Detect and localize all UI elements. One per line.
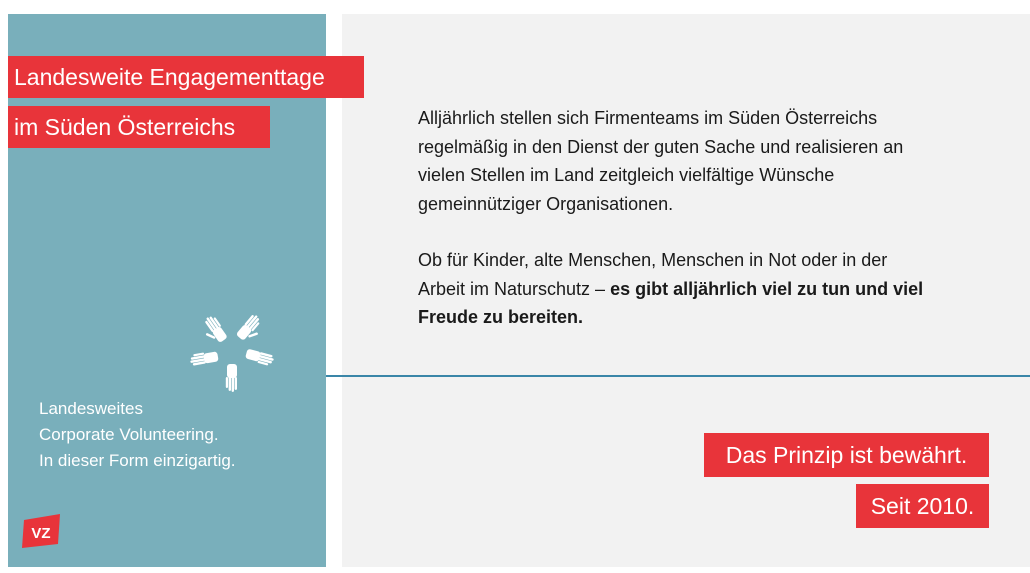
body-text <box>418 104 938 360</box>
vz-logo-text: VZ <box>31 525 51 542</box>
body-paragraph-2-bold: es gibt alljährlich viel zu tun und viel Freude zu bereiten. <box>418 278 924 327</box>
prinzip-badge: Das Prinzip ist bewährt. <box>704 433 989 477</box>
body-paragraph-1: Alljährlich stellen sich Firmenteams im Süden Österreichs regelmäßig in den Dienst der guten Sache und realisieren an vielen Stellen im Land zeitgleich vielfältige Wünsche gemeinnütziger Organisationen. <box>418 108 904 214</box>
title-line-1: Landesweite Engagementtage <box>8 56 364 98</box>
body-paragraph-2-normal: Ob für Kinder, alte Menschen, Menschen in Not oder in der Arbeit im Naturschutz – <box>418 250 888 299</box>
body-paragraph-2 <box>418 246 938 332</box>
left-copy-line-2: Corporate Volunteering. <box>39 425 219 444</box>
vz-logo <box>22 514 62 548</box>
seit-badge: Seit 2010. <box>856 484 989 528</box>
title-line-2: im Süden Österreichs <box>8 106 270 148</box>
left-copy-line-3: In dieser Form einzigartig. <box>39 451 236 470</box>
left-copy-line-1: Landesweites <box>39 399 143 418</box>
divider-line <box>326 375 1030 377</box>
left-copy <box>39 396 236 474</box>
hands-circle-icon <box>188 310 274 394</box>
